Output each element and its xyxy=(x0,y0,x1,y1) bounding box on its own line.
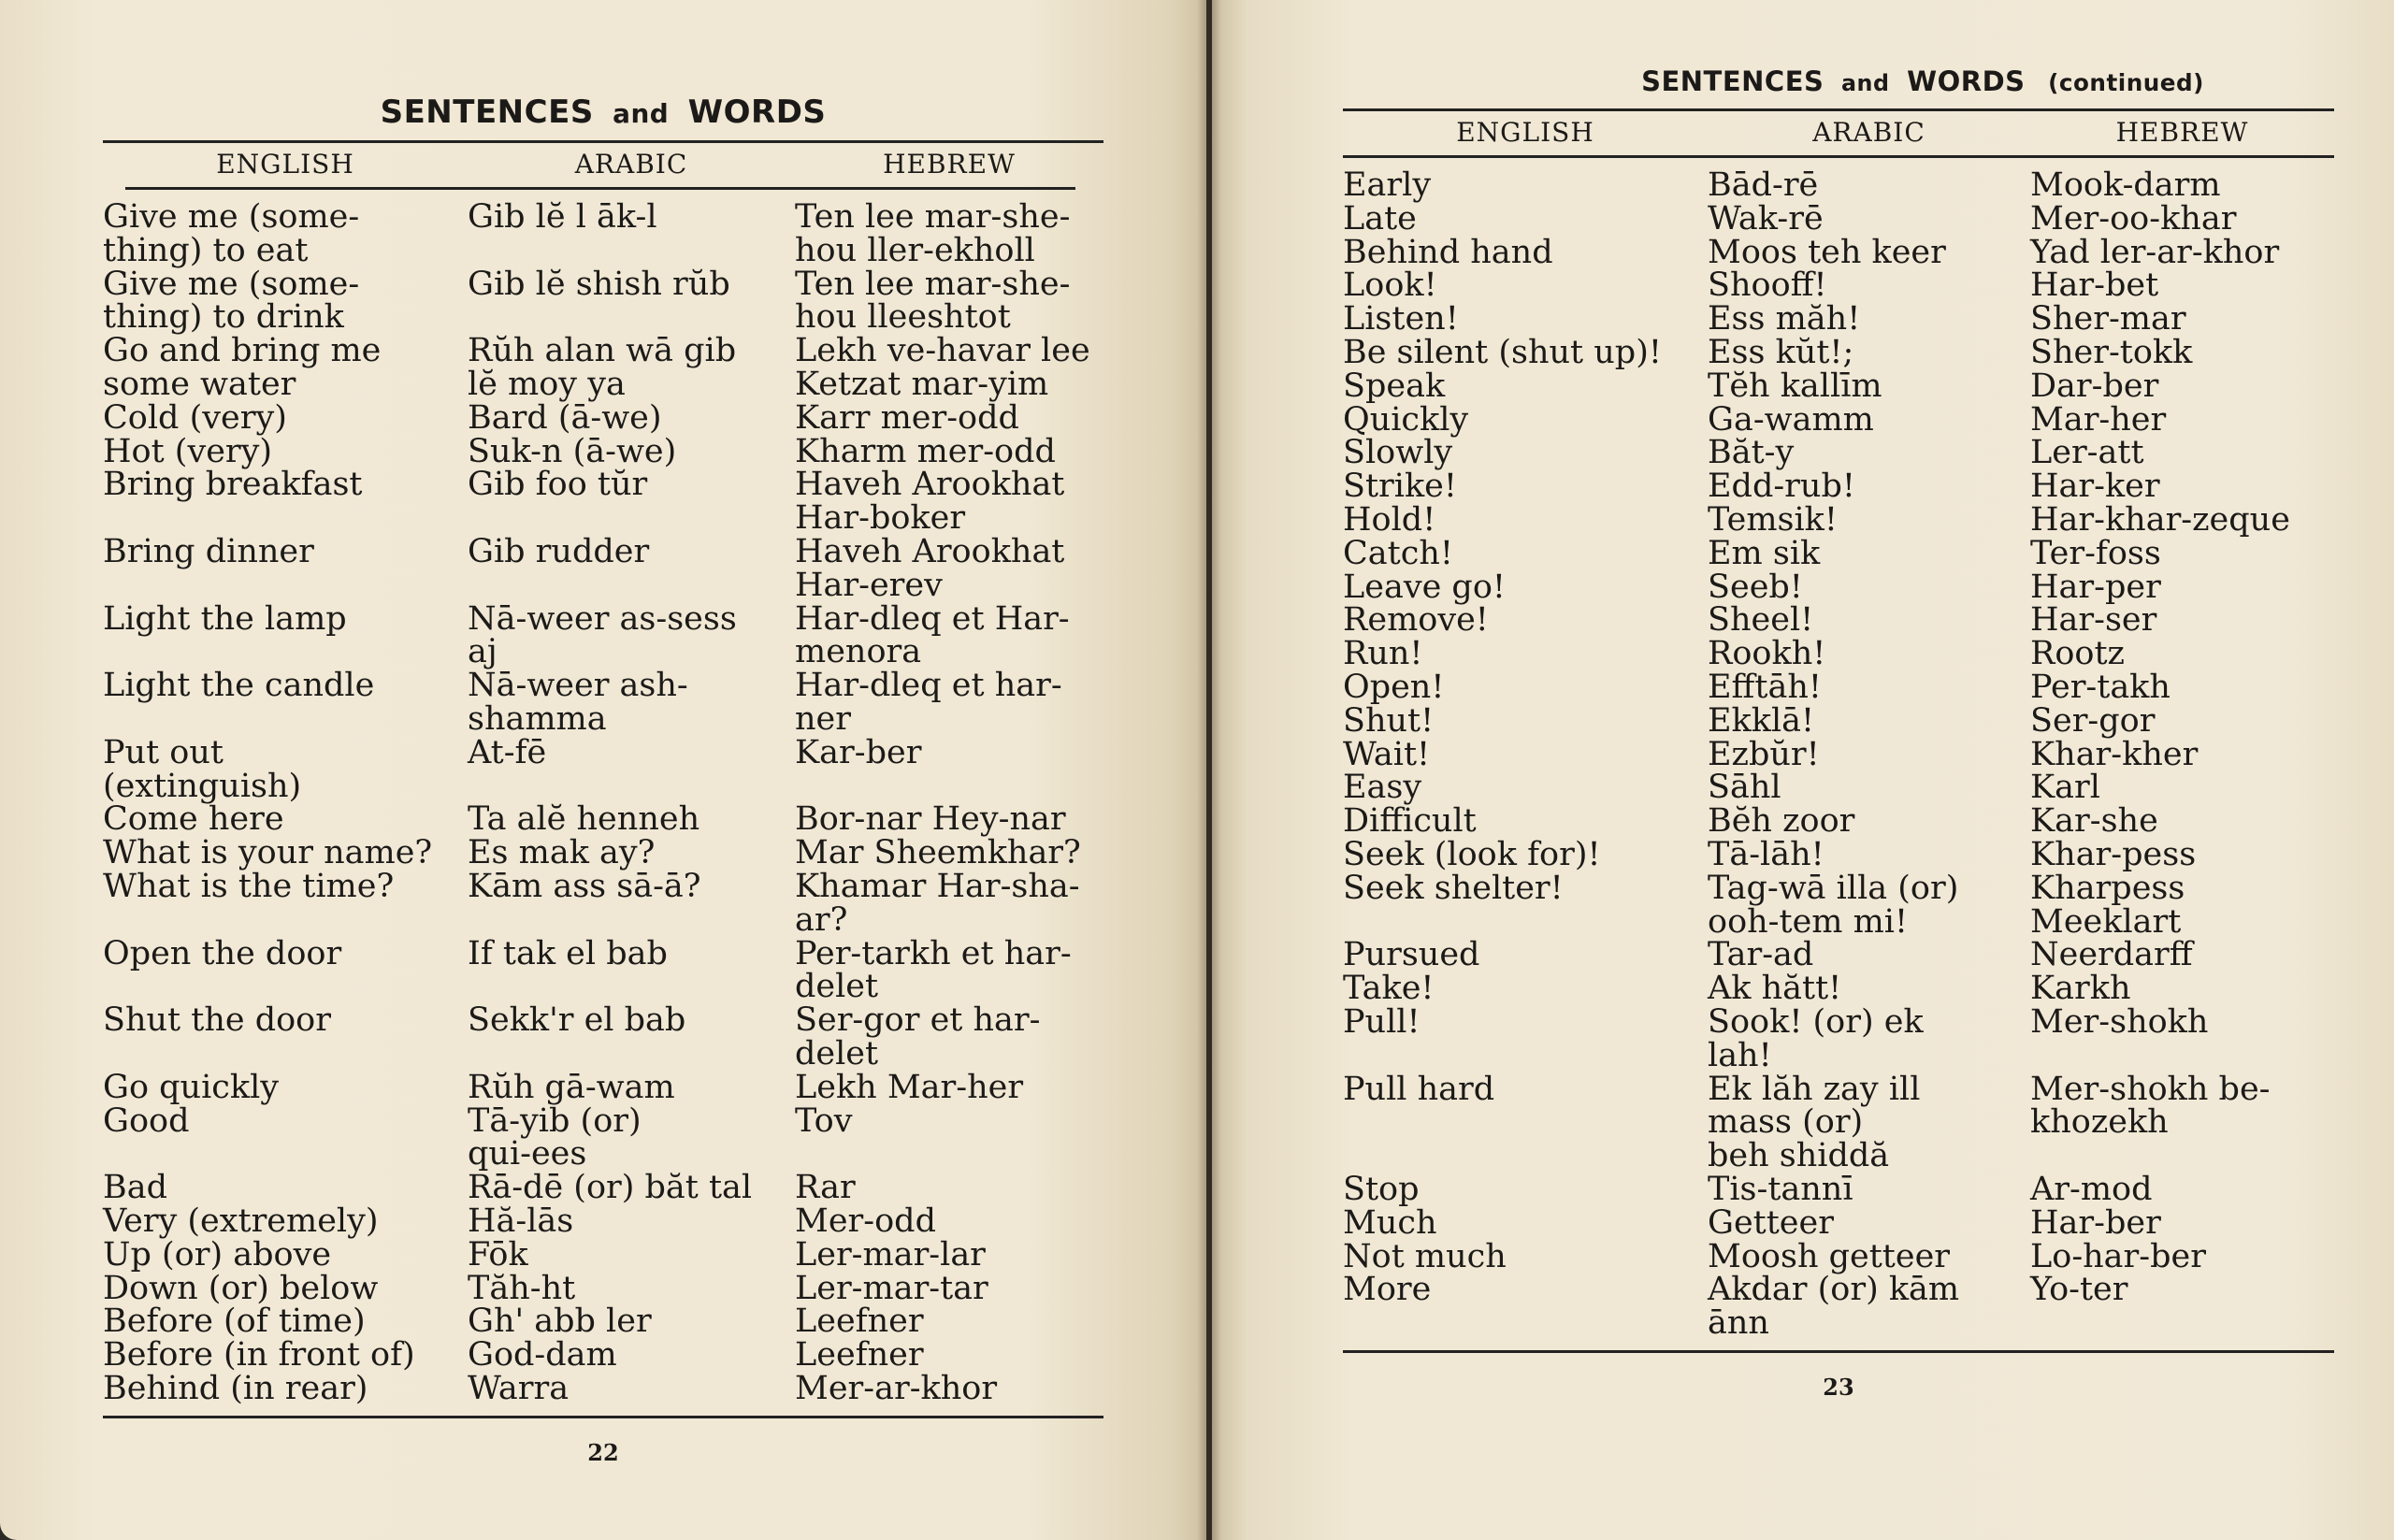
table-row xyxy=(1343,300,2334,338)
hebrew-cell: Rar xyxy=(795,1169,856,1207)
hebrew-cell: Kar-ber xyxy=(795,733,922,771)
hebrew-cell: Yad ler-ar-khor xyxy=(2030,233,2280,271)
english-cell: Slowly xyxy=(1343,434,1453,472)
arabic-cell: Tā-lāh! xyxy=(1708,835,1824,873)
table-row xyxy=(1343,166,2334,204)
english-cell: Light the candle xyxy=(103,667,375,705)
arabic-cell: Ta alĕ henneh xyxy=(468,800,700,839)
arabic-cell: Moosh getteer xyxy=(1708,1237,1951,1275)
arabic-cell: Wak-rē xyxy=(1708,199,1824,237)
hebrew-cell: Per-takh xyxy=(2030,668,2170,706)
english-cell: Difficult xyxy=(1343,802,1477,841)
table-row xyxy=(1343,400,2334,439)
table-row xyxy=(1343,1170,2334,1208)
table-row xyxy=(103,1169,1103,1207)
hebrew-cell: Lekh Mar-her xyxy=(795,1068,1024,1106)
hebrew-cell: Har-bet xyxy=(2030,266,2159,305)
hebrew-cell: Khamar Har-sha- ar? xyxy=(795,867,1080,939)
english-cell: Shut! xyxy=(1343,701,1435,740)
english-cell: Catch! xyxy=(1343,534,1453,572)
arabic-cell: Efftāh! xyxy=(1708,668,1822,706)
english-cell: What is your name? xyxy=(103,834,433,872)
title-word: SENTENCES xyxy=(1641,65,1824,97)
hebrew-cell: Ter-foss xyxy=(2030,534,2161,572)
arabic-cell: Ga-wamm xyxy=(1708,400,1874,439)
hebrew-cell: Bor-nar Hey-nar xyxy=(795,800,1066,839)
arabic-cell: Fōk xyxy=(468,1235,528,1274)
table-row xyxy=(1343,333,2334,371)
hebrew-cell: Lo-har-ber xyxy=(2030,1237,2206,1275)
english-cell: Remove! xyxy=(1343,601,1489,640)
table-row xyxy=(1343,1203,2334,1242)
english-cell: Stop xyxy=(1343,1170,1420,1208)
english-cell: Listen! xyxy=(1343,300,1459,338)
column-header-hebrew: HEBREW xyxy=(2115,117,2249,148)
arabic-cell: Tag-wā illa (or) ooh-tem mi! xyxy=(1708,869,1959,941)
table-row xyxy=(103,1235,1103,1274)
english-cell: More xyxy=(1343,1271,1432,1309)
table-row xyxy=(103,934,1103,1006)
arabic-cell: Es mak ay? xyxy=(468,834,656,872)
table-row xyxy=(103,332,1103,403)
hebrew-cell: Dar-ber xyxy=(2030,367,2159,405)
table-row xyxy=(1343,668,2334,706)
left-phrase-table xyxy=(103,190,1103,1406)
english-cell: Wait! xyxy=(1343,735,1431,773)
english-cell: What is the time? xyxy=(103,867,395,905)
table-row xyxy=(1343,266,2334,305)
hebrew-cell: Har-ker xyxy=(2030,468,2160,506)
hebrew-cell: Sher-mar xyxy=(2030,300,2186,338)
english-cell: Open the door xyxy=(103,934,342,972)
right-page-title xyxy=(1343,65,2334,97)
english-cell: Hot (very) xyxy=(103,432,273,470)
hebrew-cell: Neerdarff xyxy=(2030,936,2193,974)
hebrew-cell: Ser-gor xyxy=(2030,701,2156,740)
right-sheet xyxy=(1343,65,2334,1401)
table-row xyxy=(103,398,1103,437)
arabic-cell: Ezbŭr! xyxy=(1708,735,1820,773)
table-row xyxy=(1343,972,2334,1006)
arabic-cell: Akdar (or) kām ānn xyxy=(1708,1271,1960,1343)
title-word: (continued) xyxy=(2048,69,2204,96)
arabic-cell: Gib lĕ l āk-l xyxy=(468,198,657,236)
english-cell: Hold! xyxy=(1343,500,1436,539)
arabic-cell: Edd-rub! xyxy=(1708,468,1855,506)
english-cell: Put out (extinguish) xyxy=(103,733,302,805)
column-header-english: ENGLISH xyxy=(1456,117,1594,148)
arabic-cell: Bād-rē xyxy=(1708,166,1819,204)
arabic-cell: Sook! (or) ek lah! xyxy=(1708,1002,1924,1074)
table-row xyxy=(1343,534,2334,572)
hebrew-cell: Mer-odd xyxy=(795,1202,936,1240)
table-row xyxy=(103,669,1103,737)
english-cell: Up (or) above xyxy=(103,1235,332,1274)
english-cell: Give me (some- thing) to drink xyxy=(103,265,360,337)
table-row xyxy=(103,432,1103,470)
table-row xyxy=(1343,1237,2334,1275)
table-row xyxy=(1343,233,2334,271)
english-cell: Strike! xyxy=(1343,468,1457,506)
english-cell: Seek shelter! xyxy=(1343,869,1564,907)
table-row xyxy=(103,733,1103,805)
table-row xyxy=(103,1068,1103,1106)
hebrew-cell: Har-ber xyxy=(2030,1203,2161,1242)
english-cell: Speak xyxy=(1343,367,1446,405)
arabic-cell: Rā-dē (or) băt tal xyxy=(468,1169,753,1207)
arabic-cell: Gib foo tŭr xyxy=(468,466,648,504)
table-row xyxy=(103,265,1103,337)
table-row xyxy=(1343,635,2334,673)
hebrew-cell: Kharpess Meeklart xyxy=(2030,869,2185,941)
arabic-cell: If tak el bab xyxy=(468,934,668,972)
hebrew-cell: Ar-mod xyxy=(2030,1170,2153,1208)
english-cell: Leave go! xyxy=(1343,568,1506,606)
table-row xyxy=(103,1336,1103,1374)
table-row xyxy=(1343,568,2334,606)
arabic-cell: Rŭh gā-wam xyxy=(468,1068,675,1106)
table-row xyxy=(1343,434,2334,472)
english-cell: Cold (very) xyxy=(103,398,287,437)
arabic-cell: Rŭh alan wā gib lĕ moy ya xyxy=(468,332,737,403)
english-cell: Very (extremely) xyxy=(103,1202,379,1240)
english-cell: Give me (some- thing) to eat xyxy=(103,198,360,269)
arabic-cell: Hă-lās xyxy=(468,1202,574,1240)
arabic-cell: Ess kŭt!; xyxy=(1708,333,1854,371)
english-cell: Go quickly xyxy=(103,1068,280,1106)
arabic-cell: Ek lăh zay ill mass (or) beh shiddă xyxy=(1708,1070,1921,1175)
book-gutter xyxy=(1197,0,1221,1540)
table-row xyxy=(103,867,1103,939)
table-row xyxy=(1343,500,2334,539)
hebrew-cell: Mer-shokh xyxy=(2030,1002,2209,1041)
hebrew-cell: Yo-ter xyxy=(2030,1271,2128,1309)
english-cell: Bring breakfast xyxy=(103,466,363,504)
title-word: WORDS xyxy=(687,94,827,131)
arabic-cell: Temsik! xyxy=(1708,500,1838,539)
arabic-cell: Gib lĕ shish rŭb xyxy=(468,265,730,303)
arabic-cell: Ess măh! xyxy=(1708,300,1861,338)
column-header-arabic: ARABIC xyxy=(1812,117,1925,148)
arabic-cell: Bard (ā-we) xyxy=(468,398,662,437)
arabic-cell: Ak hătt! xyxy=(1708,970,1842,1008)
hebrew-cell: Haveh Arookhat Har-erev xyxy=(795,532,1065,604)
arabic-cell: At-fē xyxy=(468,733,547,771)
english-cell: Be silent (shut up)! xyxy=(1343,333,1662,371)
english-cell: Behind (in rear) xyxy=(103,1369,368,1407)
arabic-cell: Nā-weer ash- shamma xyxy=(468,667,688,738)
table-row xyxy=(1343,869,2334,941)
table-row xyxy=(1343,367,2334,405)
table-row xyxy=(103,1001,1103,1072)
arabic-cell: Sāhl xyxy=(1708,769,1781,807)
arabic-cell: Getteer xyxy=(1708,1203,1834,1242)
english-cell: Bring dinner xyxy=(103,532,314,570)
english-cell: Easy xyxy=(1343,769,1422,807)
hebrew-cell: Ler-mar-lar xyxy=(795,1235,986,1274)
hebrew-cell: Ser-gor et har-delet xyxy=(795,1001,1041,1072)
english-cell: Not much xyxy=(1343,1237,1507,1275)
table-row xyxy=(1343,735,2334,773)
column-header-arabic: ARABIC xyxy=(574,149,688,180)
hebrew-cell: Har-ser xyxy=(2030,601,2157,640)
left-sheet xyxy=(103,94,1103,1466)
arabic-cell: Suk-n (ā-we) xyxy=(468,432,677,470)
hebrew-cell: Har-khar-zeque xyxy=(2030,500,2290,539)
hebrew-cell: Khar-pess xyxy=(2030,835,2197,873)
table-row xyxy=(1343,1070,2334,1175)
hebrew-cell: Mook-darm xyxy=(2030,166,2221,204)
english-cell: Behind hand xyxy=(1343,233,1553,271)
table-row xyxy=(103,599,1103,671)
english-cell: Take! xyxy=(1343,970,1435,1008)
english-cell: Late xyxy=(1343,199,1417,237)
left-column-headers xyxy=(103,143,1103,187)
arabic-cell: Bĕh zoor xyxy=(1708,802,1855,841)
hebrew-cell: Ten lee mar-she- hou ller-ekholl xyxy=(795,198,1071,269)
english-cell: Early xyxy=(1343,166,1432,204)
arabic-cell: Shooff! xyxy=(1708,266,1827,305)
arabic-cell: Moos teh keer xyxy=(1708,233,1946,271)
hebrew-cell: Har-per xyxy=(2030,568,2161,606)
hebrew-cell: Tov xyxy=(795,1101,853,1140)
english-cell: Much xyxy=(1343,1203,1437,1242)
title-word: WORDS xyxy=(1907,65,2026,97)
arabic-cell: Tăh-ht xyxy=(468,1269,576,1307)
english-cell: Good xyxy=(103,1101,190,1140)
table-row xyxy=(103,468,1103,536)
table-row xyxy=(103,1202,1103,1240)
arabic-cell: Ekklā! xyxy=(1708,701,1815,740)
hebrew-cell: Karkh xyxy=(2030,970,2131,1008)
arabic-cell: Sekk'r el bab xyxy=(468,1001,686,1040)
english-cell: Shut the door xyxy=(103,1001,331,1040)
table-row xyxy=(103,1305,1103,1339)
arabic-cell: Tar-ad xyxy=(1708,936,1814,974)
arabic-cell: Sheel! xyxy=(1708,601,1814,640)
english-cell: Quickly xyxy=(1343,400,1469,439)
english-cell: Down (or) below xyxy=(103,1269,379,1307)
hebrew-cell: Lekh ve-havar lee Ketzat mar-yim xyxy=(795,332,1090,403)
table-row xyxy=(1343,936,2334,974)
english-cell: Pull! xyxy=(1343,1002,1421,1041)
hebrew-cell: Haveh Arookhat Har-boker xyxy=(795,466,1065,538)
hebrew-cell: Ler-mar-tar xyxy=(795,1269,988,1307)
table-row xyxy=(1343,199,2334,237)
title-word: and xyxy=(613,98,670,129)
hebrew-cell: Karl xyxy=(2030,769,2100,807)
hebrew-cell: Sher-tokk xyxy=(2030,333,2193,371)
hebrew-cell: Har-dleq et har-ner xyxy=(795,667,1062,738)
hebrew-cell: Leefner xyxy=(795,1303,924,1341)
right-page xyxy=(1212,0,2394,1540)
table-row xyxy=(1343,1271,2334,1343)
footer-rule xyxy=(1343,1350,2334,1353)
table-row xyxy=(1343,1002,2334,1074)
english-cell: Pursued xyxy=(1343,936,1480,974)
hebrew-cell: Har-dleq et Har- menora xyxy=(795,599,1070,671)
table-row xyxy=(1343,601,2334,640)
english-cell: Come here xyxy=(103,800,284,839)
arabic-cell: Gh' abb ler xyxy=(468,1303,652,1341)
column-header-english: ENGLISH xyxy=(216,149,354,180)
title-word: and xyxy=(1841,70,1890,96)
english-cell: Before (of time) xyxy=(103,1303,366,1341)
table-row xyxy=(103,1101,1103,1173)
table-row xyxy=(1343,771,2334,805)
hebrew-cell: Kar-she xyxy=(2030,802,2158,841)
english-cell: Look! xyxy=(1343,266,1437,305)
table-row xyxy=(103,198,1103,269)
hebrew-cell: Per-tarkh et har- delet xyxy=(795,934,1072,1006)
right-phrase-table xyxy=(1343,158,2334,1341)
table-row xyxy=(1343,701,2334,740)
english-cell: Bad xyxy=(103,1169,167,1207)
hebrew-cell: Mar Sheemkhar? xyxy=(795,834,1081,872)
arabic-cell: Băt-y xyxy=(1708,434,1795,472)
table-row xyxy=(103,834,1103,872)
hebrew-cell: Mer-oo-khar xyxy=(2030,199,2237,237)
table-row xyxy=(103,800,1103,839)
arabic-cell: Tis-tannī xyxy=(1708,1170,1853,1208)
table-row xyxy=(103,532,1103,604)
hebrew-cell: Karr mer-odd xyxy=(795,398,1019,437)
table-row xyxy=(103,1269,1103,1307)
arabic-cell: Em sik xyxy=(1708,534,1821,572)
arabic-cell: Nā-weer as-sess aj xyxy=(468,599,737,671)
hebrew-cell: Leefner xyxy=(795,1336,924,1374)
english-cell: Seek (look for)! xyxy=(1343,835,1601,873)
table-row xyxy=(1343,470,2334,504)
english-cell: Run! xyxy=(1343,635,1423,673)
arabic-cell: Gib rudder xyxy=(468,532,650,570)
table-row xyxy=(1343,835,2334,873)
table-row xyxy=(103,1369,1103,1407)
arabic-cell: Kām ass sā-ā? xyxy=(468,867,701,905)
footer-rule xyxy=(103,1416,1103,1418)
english-cell: Open! xyxy=(1343,668,1445,706)
right-column-headers xyxy=(1343,111,2334,155)
arabic-cell: Warra xyxy=(468,1369,570,1407)
hebrew-cell: Khar-kher xyxy=(2030,735,2199,773)
arabic-cell: Rookh! xyxy=(1708,635,1826,673)
hebrew-cell: Kharm mer-odd xyxy=(795,432,1056,470)
hebrew-cell: Ler-att xyxy=(2030,434,2144,472)
table-row xyxy=(1343,802,2334,841)
english-cell: Pull hard xyxy=(1343,1070,1495,1108)
left-page-title xyxy=(103,94,1103,131)
english-cell: Before (in front of) xyxy=(103,1336,415,1374)
hebrew-cell: Mer-shokh be- khozekh xyxy=(2030,1070,2271,1142)
arabic-cell: Tĕh kallīm xyxy=(1708,367,1882,405)
page-number: 22 xyxy=(587,1438,619,1466)
hebrew-cell: Mar-her xyxy=(2030,400,2167,439)
hebrew-cell: Mer-ar-khor xyxy=(795,1369,998,1407)
title-word: SENTENCES xyxy=(380,94,594,131)
english-cell: Go and bring me some water xyxy=(103,332,382,403)
english-cell: Light the lamp xyxy=(103,599,347,638)
hebrew-cell: Rootz xyxy=(2030,635,2126,673)
column-header-hebrew: HEBREW xyxy=(883,149,1016,180)
hebrew-cell: Ten lee mar-she- hou lleeshtot xyxy=(795,265,1071,337)
page-number: 23 xyxy=(1823,1373,1854,1401)
arabic-cell: Seeb! xyxy=(1708,568,1803,606)
arabic-cell: God-dam xyxy=(468,1336,617,1374)
arabic-cell: Tā-yib (or) qui-ees xyxy=(468,1101,642,1173)
